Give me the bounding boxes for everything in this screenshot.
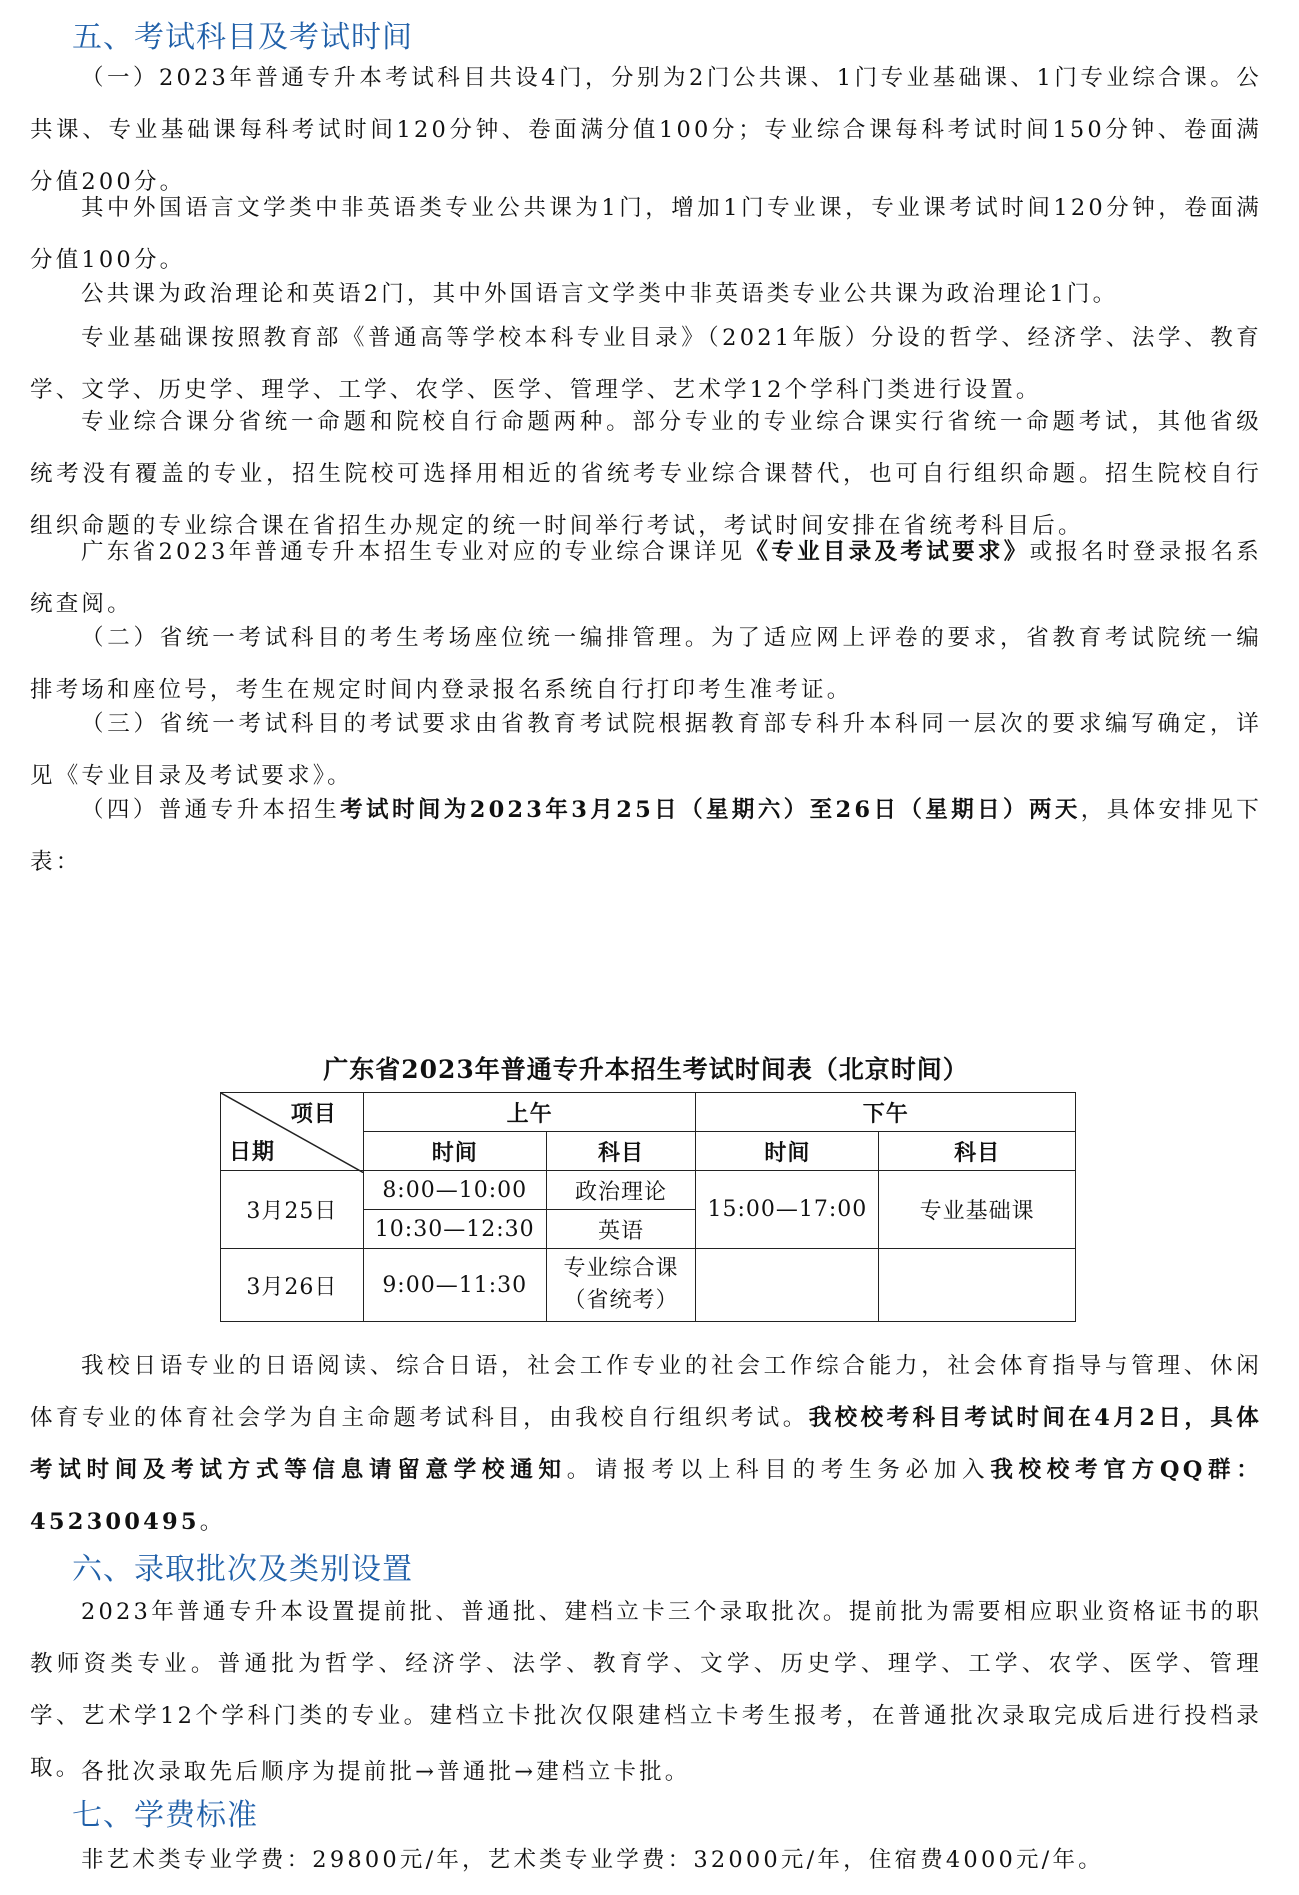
exam-date-highlight: 考试时间为2023年3月25日（星期六）至26日（星期日）两天 bbox=[340, 797, 1081, 823]
school-exam-date-notice: 我校校考科目考试时间在4月2日，具体考试时间及考试方式等信息请留意学校通知 bbox=[30, 1405, 1262, 1483]
paragraph-batch-order: 各批次录取先后顺序为提前批→普通批→建档立卡批。 bbox=[81, 1759, 691, 1785]
qq-group-notice: 我校校考官方QQ群：452300495 bbox=[30, 1457, 1262, 1535]
day1-pm-subject: 专业基础课 bbox=[879, 1171, 1076, 1249]
day2-date-cell: 3月26日 bbox=[221, 1249, 364, 1322]
schedule-table-title: 广东省2023年普通专升本招生考试时间表（北京时间） bbox=[323, 1055, 969, 1084]
text-segment: 或报名时登录报名系统查阅。 bbox=[30, 539, 1262, 617]
text-segment: 。请报考以上科目的考生务必加入 bbox=[566, 1457, 991, 1483]
day2-subject-line-2: （省统考） bbox=[563, 1288, 679, 1313]
paragraph-exam-time bbox=[30, 784, 1262, 888]
paragraph-comprehensive-courses: 专业综合课分省统一命题和院校自行命题两种。部分专业的专业综合课实行省统一命题考试，其他省级统考没有覆盖的专业，招生院校可选择用相近的省统考专业综合课替代，也可自行组织命题。招生院校自行组织命题的专业综合课在省招生办规定的统一时间举行考试，考试时间安排在省统考科目后。 bbox=[30, 409, 1262, 539]
paragraph-batches: 2023年普通专升本设置提前批、普通批、建档立卡三个录取批次。提前批为需要相应职业资格证书的职教师资类专业。普通批为哲学、经济学、法学、教育学、文学、历史学、理学、工学、农学、医学、管理学、艺术学12个学科门类的专业。建档立卡批次仅限建档立卡考生报考，在普通批次录取完成后进行投档录取。 bbox=[30, 1599, 1262, 1781]
paragraph-tuition: 非艺术类专业学费：29800元/年，艺术类专业学费：32000元/年，住宿费4000元/年。 bbox=[81, 1847, 1104, 1873]
text-segment: 。 bbox=[199, 1509, 226, 1535]
morning-subject-header: 科目 bbox=[546, 1132, 696, 1171]
paragraph-basic-courses: 专业基础课按照教育部《普通高等学校本科专业目录》（2021年版）分设的哲学、经济学、法学、教育学、文学、历史学、理学、工学、农学、医学、管理学、艺术学12个学科门类进行设置。 bbox=[30, 325, 1262, 403]
section-title-exam-subjects: 五、考试科目及考试时间 bbox=[72, 20, 413, 55]
day1-subject-2: 英语 bbox=[546, 1210, 696, 1249]
text-segment: 广东省2023年普通专升本招生专业对应的专业综合课详见 bbox=[81, 539, 746, 565]
text-segment: （四）普通专升本招生 bbox=[81, 797, 341, 823]
section-title-tuition: 七、学费标准 bbox=[72, 1798, 258, 1833]
day1-time-1: 8:00—10:00 bbox=[363, 1171, 546, 1210]
day2-subject-1 bbox=[546, 1249, 696, 1322]
afternoon-subject-header: 科目 bbox=[879, 1132, 1076, 1171]
day2-pm-time bbox=[696, 1249, 879, 1322]
table-corner-cell bbox=[221, 1093, 364, 1171]
exam-schedule-table bbox=[220, 1092, 1076, 1322]
day1-pm-time: 15:00—17:00 bbox=[696, 1171, 879, 1249]
catalog-title: 《专业目录及考试要求》 bbox=[745, 539, 1030, 565]
corner-label-date: 日期 bbox=[229, 1140, 276, 1165]
morning-time-header: 时间 bbox=[363, 1132, 546, 1171]
afternoon-header: 下午 bbox=[696, 1093, 1076, 1132]
text-segment: ，具体安排见下表： bbox=[30, 797, 1262, 875]
paragraph-exam-requirements: （三）省统一考试科目的考试要求由省教育考试院根据教育部专科升本科同一层次的要求编写确定，详见《专业目录及考试要求》。 bbox=[30, 711, 1262, 789]
afternoon-time-header: 时间 bbox=[696, 1132, 879, 1171]
day1-time-2: 10:30—12:30 bbox=[363, 1210, 546, 1249]
day1-subject-1: 政治理论 bbox=[546, 1171, 696, 1210]
day2-pm-subject bbox=[879, 1249, 1076, 1322]
day2-subject-line-1: 专业综合课 bbox=[563, 1256, 679, 1281]
day1-date-cell: 3月25日 bbox=[221, 1171, 364, 1249]
corner-label-item: 项目 bbox=[290, 1102, 337, 1127]
text-segment: 我校日语专业的日语阅读、综合日语，社会工作专业的社会工作综合能力，社会体育指导与管理、休闲体育专业的体育社会学为自主命题考试科目，由我校自行组织考试。 bbox=[30, 1353, 1262, 1431]
paragraph-exam-subjects: （一）2023年普通专升本考试科目共设4门，分别为2门公共课、1门专业基础课、1门专业综合课。公共课、专业基础课每科考试时间120分钟、卷面满分值100分；专业综合课每科考试时间150分钟、卷面满分值200分。 bbox=[30, 65, 1262, 195]
paragraph-seat-arrangement: （二）省统一考试科目的考生考场座位统一编排管理。为了适应网上评卷的要求，省教育考试院统一编排考场和座位号，考生在规定时间内登录报名系统自行打印考生准考证。 bbox=[30, 625, 1262, 703]
paragraph-public-courses: 公共课为政治理论和英语2门，其中外国语言文学类中非英语类专业公共课为政治理论1门。 bbox=[81, 281, 1119, 307]
paragraph-foreign-language: 其中外国语言文学类中非英语类专业公共课为1门，增加1门专业课，专业课考试时间120分钟，卷面满分值100分。 bbox=[30, 195, 1262, 273]
section-title-admission-batches: 六、录取批次及类别设置 bbox=[72, 1552, 413, 1587]
paragraph-school-exams bbox=[30, 1340, 1262, 1548]
morning-header: 上午 bbox=[363, 1093, 696, 1132]
day2-time-1: 9:00—11:30 bbox=[363, 1249, 546, 1322]
